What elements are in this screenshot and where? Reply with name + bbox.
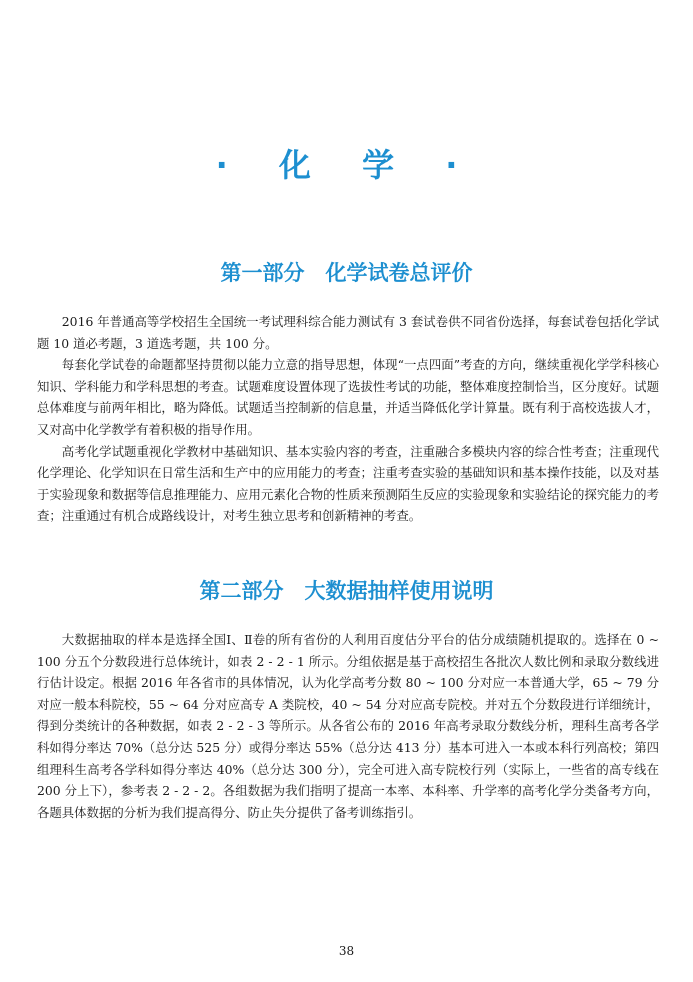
section-2-paragraph-1: 大数据抽取的样本是选择全国Ⅰ、Ⅱ卷的所有省份的人利用百度估分平台的估分成绩随机提取的。选择在 0 ~ 100 分五个分数段进行总体统计，如表 2 - 2 - 1 所示。分组依据是基于高校招生各批次人数比例和录取分数线进行估计设定。根据 2016 年各省市的具体情况，认为化学高考分数 80 ~ 100 分对应一本普通大学，65 ~ 79 分对应一般本科院校，55 ~ 64 分对应高专 A 类院校，40 ~ 54 分对应高专院校。并对五个分数段进行详细统计，得到分类统计的各种数据，如表 2 - 2 - 3 等所示。从各省公布的 2016 年高考录取分数线分析，理科生高考各学科如得分率达 70%（总分达 525 分）或得分率达 55%（总分达 413 分）基本可进入一本或本科行列高校；第四组理科生高考各学科如得分率达 40%（总分达 300 分），完全可进入高专院校行列（实际上，一些省的高专线在 200 分上下），参考表 2 - 2 - 2。各组数据为我们指明了提高一本率、本科率、升学率的高考化学分类备考方向，各题具体数据的分析为我们提高得分、防止失分提供了备考训练指引。 (37, 632, 659, 820)
chapter-title: · 化 学 · (215, 146, 478, 184)
section-2-body (37, 629, 659, 823)
section-1-paragraph-3: 高考化学试题重视化学教材中基础知识、基本实验内容的考查，注重融合多模块内容的综合性考查；注重现代化学理论、化学知识在日常生活和生产中的应用能力的考查；注重考查实验的基础知识和基本操作技能，以及对基于实验现象和数据等信息推理能力、应用元素化合物的性质来预测陌生反应的实验现象和实验结论的探究能力的考查；注重通过有机合成路线设计，对考生独立思考和创新精神的考查。 (37, 443, 659, 524)
section-1-title: 第一部分 化学试卷总评价 (220, 261, 473, 285)
section-2-title: 第二部分 大数据抽样使用说明 (199, 579, 494, 603)
section-1-paragraph-2: 每套化学试卷的命题都坚持贯彻以能力立意的指导思想，体现“一点四面”考查的方向，继续重视化学学科核心知识、学科能力和学科思想的考查。试题难度设置体现了选拔性考试的功能，整体难度控制恰当，区分度好。试题总体难度与前两年相比，略为降低。试题适当控制新的信息量，并适当降低化学计算量。既有利于高校选拔人才，又对高中化学教学有着积极的指导作用。 (37, 357, 659, 437)
section-1-paragraph-1: 2016 年普通高等学校招生全国统一考试理科综合能力测试有 3 套试卷供不同省份选择，每套试卷包括化学试题 10 道必考题，3 道选考题，共 100 分。 (37, 314, 659, 351)
section-1-body (37, 311, 659, 527)
page-number: 38 (338, 944, 355, 958)
